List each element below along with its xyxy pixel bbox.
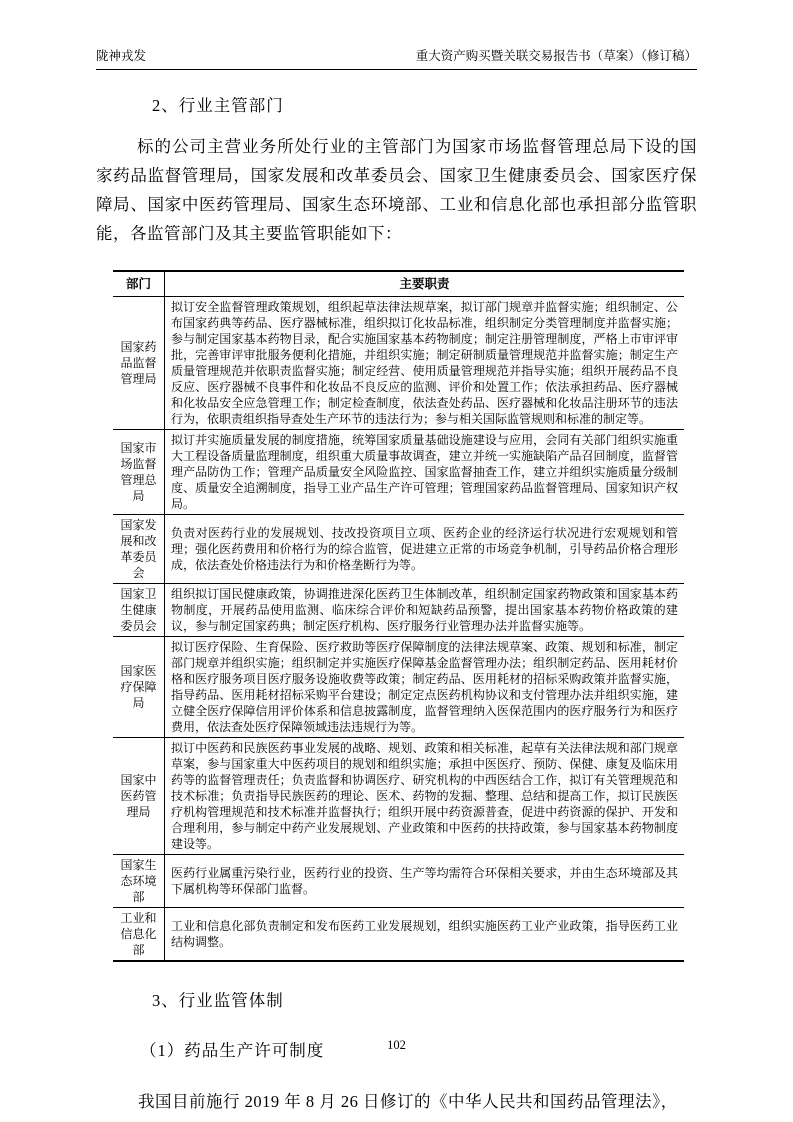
table-row: [113, 584, 684, 637]
dept-cell: 国家生态环境部: [113, 855, 165, 908]
section-2-heading: 2、行业主管部门: [152, 96, 284, 116]
duty-cell: 拟订并实施质量发展的制度措施，统筹国家质量基础设施建设与应用，会同有关部门组织实施重大工程设备质量监理制度，组织重大质量事故调查，建立并统一实施缺陷产品召回制度，监督管理产品防伪工作；管理产品质量安全风险监控、国家监督抽查工作，建立并组织实施质量分级制度、质量安全追溯制度，指导工业产品生产许可管理；管理国家药品监督管理局、国家知识产权局。: [165, 430, 685, 515]
dept-cell: 国家卫生健康委员会: [113, 584, 165, 637]
duty-cell: 工业和信息化部负责制定和发布医药工业发展规划，组织实施医药工业产业政策，指导医药工业结构调整。: [165, 908, 685, 962]
section-3-heading: 3、行业监管体制: [152, 991, 284, 1011]
dept-cell: 国家医疗保障局: [113, 637, 165, 738]
dept-cell: 工业和信息化部: [113, 908, 165, 962]
duty-cell: 拟订安全监督管理政策规划，组织起草法律法规草案，拟订部门规章并监督实施；组织制定、公布国家药典等药品、医疗器械标准，组织拟订化妆品标准，组织制定分类管理制度并监督实施；参与制定国家基本药物目录，配合实施国家基本药物制度；制定注册管理制度，严格上市审评审批，完善审评审批服务便利化措施，并组织实施；制定研制质量管理规范并监督实施；制定生产质量管理规范并依职责监督实施；制定经营、使用质量管理规范并指导实施；组织开展药品不良反应、医疗器械不良事件和化妆品不良反应的监测、评价和处置工作；依法承担药品、医疗器械和化妆品安全应急管理工作；制定检查制度，依法查处药品、医疗器械和化妆品注册环节的违法行为，依职责组织指导查处生产环节的违法行为；参与相关国际监管规则和标准的制定等。: [165, 297, 685, 430]
duty-cell: 拟订医疗保险、生育保险、医疗救助等医疗保障制度的法律法规草案、政策、规划和标准，制定部门规章并组织实施；组织制定并实施医疗保障基金监督管理办法；组织制定药品、医用耗材价格和医疗服务项目医疗服务设施收费等政策；制定药品、医用耗材的招标采购政策并监督实施，指导药品、医用耗材招标采购平台建设；制定定点医药机构协议和支付管理办法并组织实施，建立健全医疗保障信用评价体系和信息披露制度，监督管理纳入医保范围内的医疗服务行为和医疗费用，依法查处医疗保障领域违法违规行为等。: [165, 637, 685, 738]
dept-cell: 国家中医药管理局: [113, 738, 165, 855]
dept-cell: 国家药品监督管理局: [113, 297, 165, 430]
table-row: [113, 855, 684, 908]
dept-cell: 国家发展和改革委员会: [113, 515, 165, 584]
page-header: [96, 48, 697, 70]
table-row: [113, 908, 684, 962]
subsection-1-heading: （1）药品生产许可制度: [140, 1041, 325, 1061]
page-number: 102: [387, 1038, 406, 1052]
body-paragraph: 我国目前施行 2019 年 8 月 26 日修订的《中华人民共和国药品管理法》，: [138, 1092, 678, 1112]
table-row: [113, 297, 684, 430]
table-header-row: [113, 271, 684, 297]
table-body: [113, 297, 684, 962]
dept-cell: 国家市场监督管理总局: [113, 430, 165, 515]
duty-cell: 拟订中医药和民族医药事业发展的战略、规划、政策和相关标准，起草有关法律法规和部门规章草案，参与国家重大中医药项目的规划和组织实施；承担中医医疗、预防、保健、康复及临床用药等的监督管理责任；负责监督和协调医疗、研究机构的中西医结合工作，拟订有关管理规范和技术标准；负责指导民族医药的理论、医术、药物的发掘、整理、总结和提高工作，拟订民族医疗机构管理规范和技术标准并监督执行；组织开展中药资源普查，促进中药资源的保护、开发和合理利用，参与制定中药产业发展规划、产业政策和中医药的扶持政策，参与国家基本药物制度建设等。: [165, 738, 685, 855]
duty-cell: 医药行业属重污染行业，医药行业的投资、生产等均需符合环保相关要求，并由生态环境部及其下属机构等环保部门监督。: [165, 855, 685, 908]
table-header-dept: 部门: [113, 271, 165, 297]
table-row: [113, 738, 684, 855]
table-header-duty: 主要职责: [399, 277, 450, 292]
table-row: [113, 637, 684, 738]
header-company: 陇神戎发: [96, 49, 147, 63]
duty-cell: 负责对医药行业的发展规划、技改投资项目立项、医药企业的经济运行状况进行宏观规划和管理；强化医药费用和价格行为的综合监管，促进建立正常的市场竞争机制，引导药品价格合理形成，依法查处价格违法行为和价格垄断行为等。: [165, 515, 685, 584]
table-row: [113, 430, 684, 515]
table-head: [113, 271, 684, 297]
header-report-title: 重大资产购买暨关联交易报告书（草案）（修订稿）: [415, 49, 697, 63]
table-row: [113, 515, 684, 584]
supervision-duty-table: [113, 270, 684, 962]
duty-cell: 组织拟订国民健康政策，协调推进深化医药卫生体制改革，组织制定国家药物政策和国家基本药物制度，开展药品使用监测、临床综合评价和短缺药品预警，提出国家基本药物价格政策的建议，参与制定国家药典；制定医疗机构、医疗服务行业管理办法并监督实施等。: [165, 584, 685, 637]
intro-paragraph: 标的公司主营业务所处行业的主管部门为国家市场监督管理总局下设的国家药品监督管理局，国家发展和改革委员会、国家卫生健康委员会、国家医疗保障局、国家中医药管理局、国家生态环境部、工业和信息化部也承担部分监管职能，各监管部门及其主要监管职能如下：: [96, 137, 697, 244]
